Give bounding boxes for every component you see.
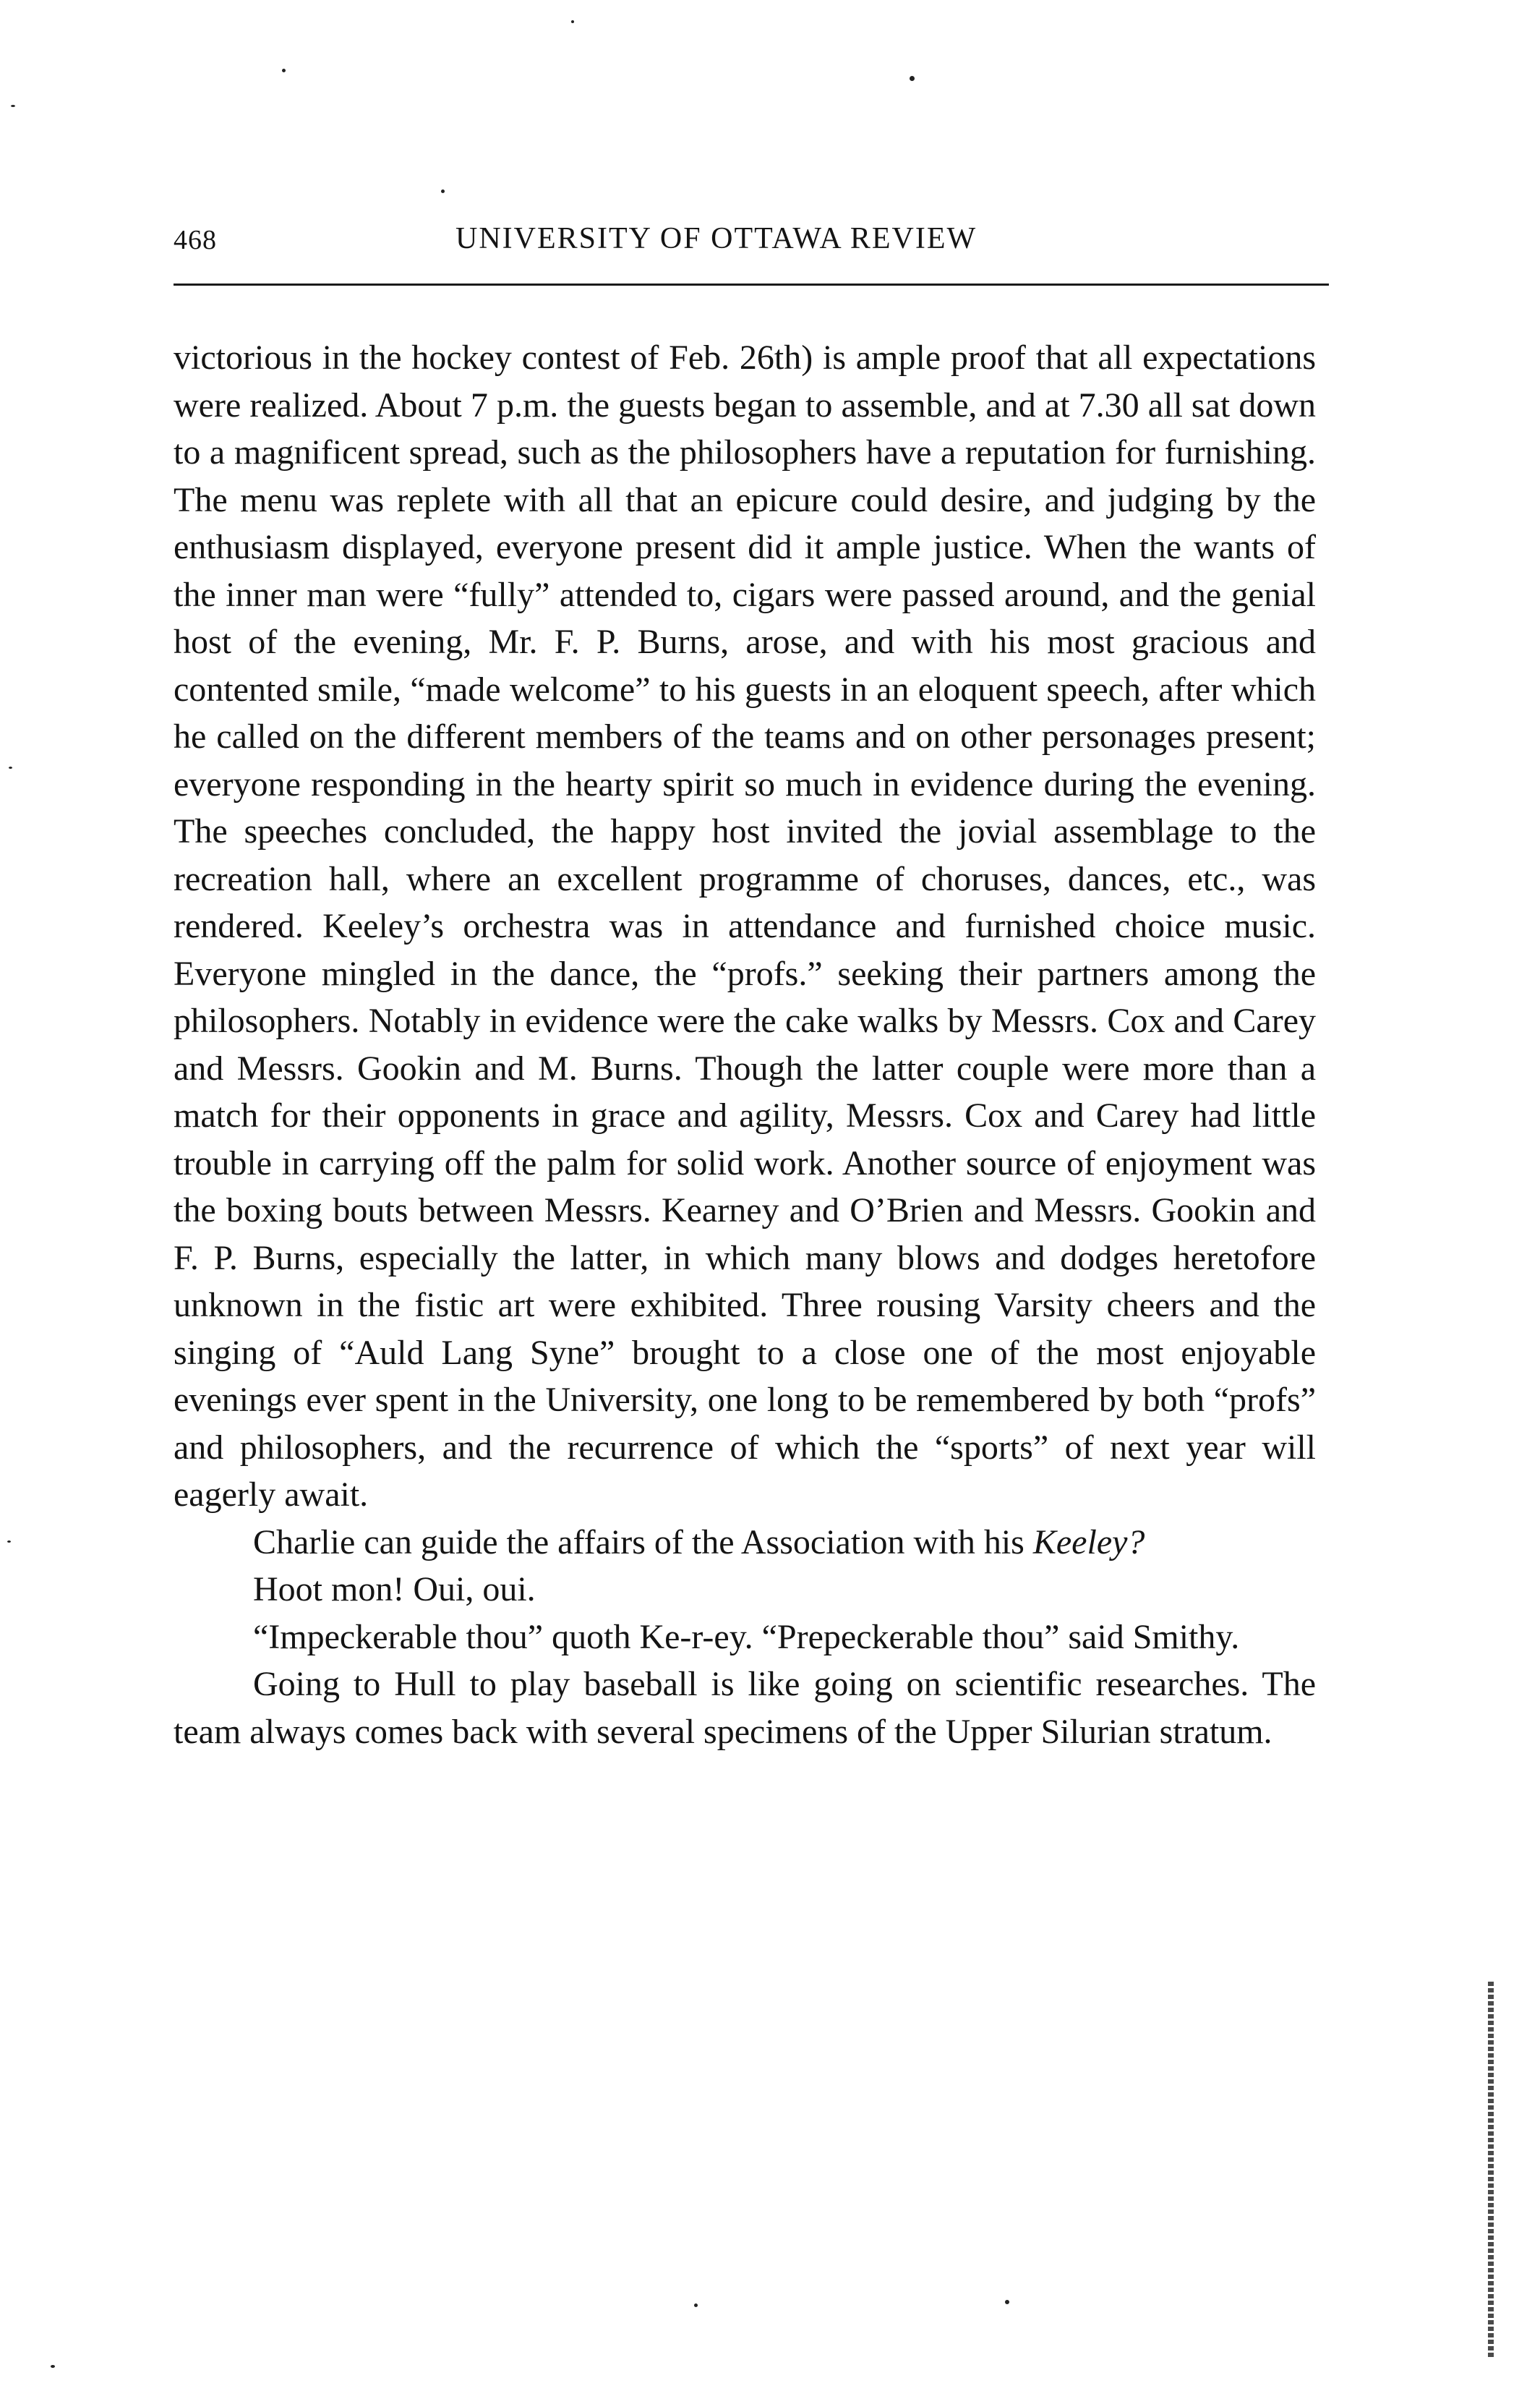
page-number: 468 [174, 225, 217, 255]
margin-scan-artifact [1488, 1982, 1494, 2358]
scan-speck [7, 1540, 11, 1543]
scan-speck [571, 20, 574, 23]
scan-speck [910, 76, 915, 81]
article-body [174, 334, 1316, 1755]
page-header [174, 210, 1323, 275]
running-head: UNIVERSITY OF OTTAWA REVIEW [455, 222, 978, 255]
scan-speck [51, 2365, 55, 2368]
paragraph-baseball: Going to Hull to play baseball is like going on scientific researches. The team always comes back with several specimens of the Upper Silurian stratum. [174, 1665, 1316, 1751]
header-rule [174, 284, 1329, 286]
scan-speck [11, 105, 15, 107]
paragraph-impeckerable: “Impeckerable thou” quoth Ke-r-ey. “Prepeckerable thou” said Smithy. [253, 1617, 1240, 1656]
paragraph-banquet: victorious in the hockey contest of Feb. 26th) is ample proof that all expectations were realized. About 7 p.m. the guests began to assemble, and at 7.30 all sat down to a magnificent spread, such as the philosophers have a reputation for furnishing. The menu was replete with all that an epicure could desire, and judging by the enthusiasm displayed, everyone present did it ample justice. When the wants of the inner man were “fully” attended to, cigars were passed around, and the genial host of the evening, Mr. F. P. Burns, arose, and with his most gracious and contented smile, “made welcome” to his guests in an eloquent speech, after which he called on the different members of the teams and on other personages present; everyone responding in the hearty spirit so much in evidence during the evening. The speeches concluded, the happy host invited the jovial assemblage to the recreation hall, where an excellent programme of choruses, dances, etc., was rendered. Keeley’s orchestra was in attendance and furnished choice music. Everyone mingled in the dance, the “profs.” seeking their partners among the philosophers. Notably in evidence were the cake walks by Messrs. Cox and Carey and Messrs. Gookin and M. Burns. Though the latter couple were more than a match for their opponents in grace and agility, Messrs. Cox and Carey had little trouble in carrying off the palm for solid work. Another source of enjoyment was the boxing bouts between Messrs. Kearney and O’Brien and Messrs. Gookin and F. P. Burns, especially the latter, in which many blows and dodges heretofore unknown in the fistic art were exhibited. Three rousing Varsity cheers and the singing of “Auld Lang Syne” brought to a close one of the most enjoyable evenings ever spent in the University, one long to be remembered by both “profs” and philosophers, and the recurrence of which the “sports” of next year will eagerly await. [174, 338, 1316, 1514]
paragraph-hoot-mon: Hoot mon! Oui, oui. [253, 1570, 536, 1608]
paragraph-charlie [174, 1519, 1316, 1567]
scan-speck [694, 2303, 698, 2307]
scan-speck [1005, 2300, 1009, 2304]
paragraph-charlie-italic: Keeley? [1032, 1522, 1145, 1561]
scan-speck [441, 189, 445, 193]
scan-speck [282, 69, 286, 72]
scan-speck [9, 767, 12, 769]
paragraph-charlie-text: Charlie can guide the affairs of the Association with his [253, 1522, 1033, 1561]
